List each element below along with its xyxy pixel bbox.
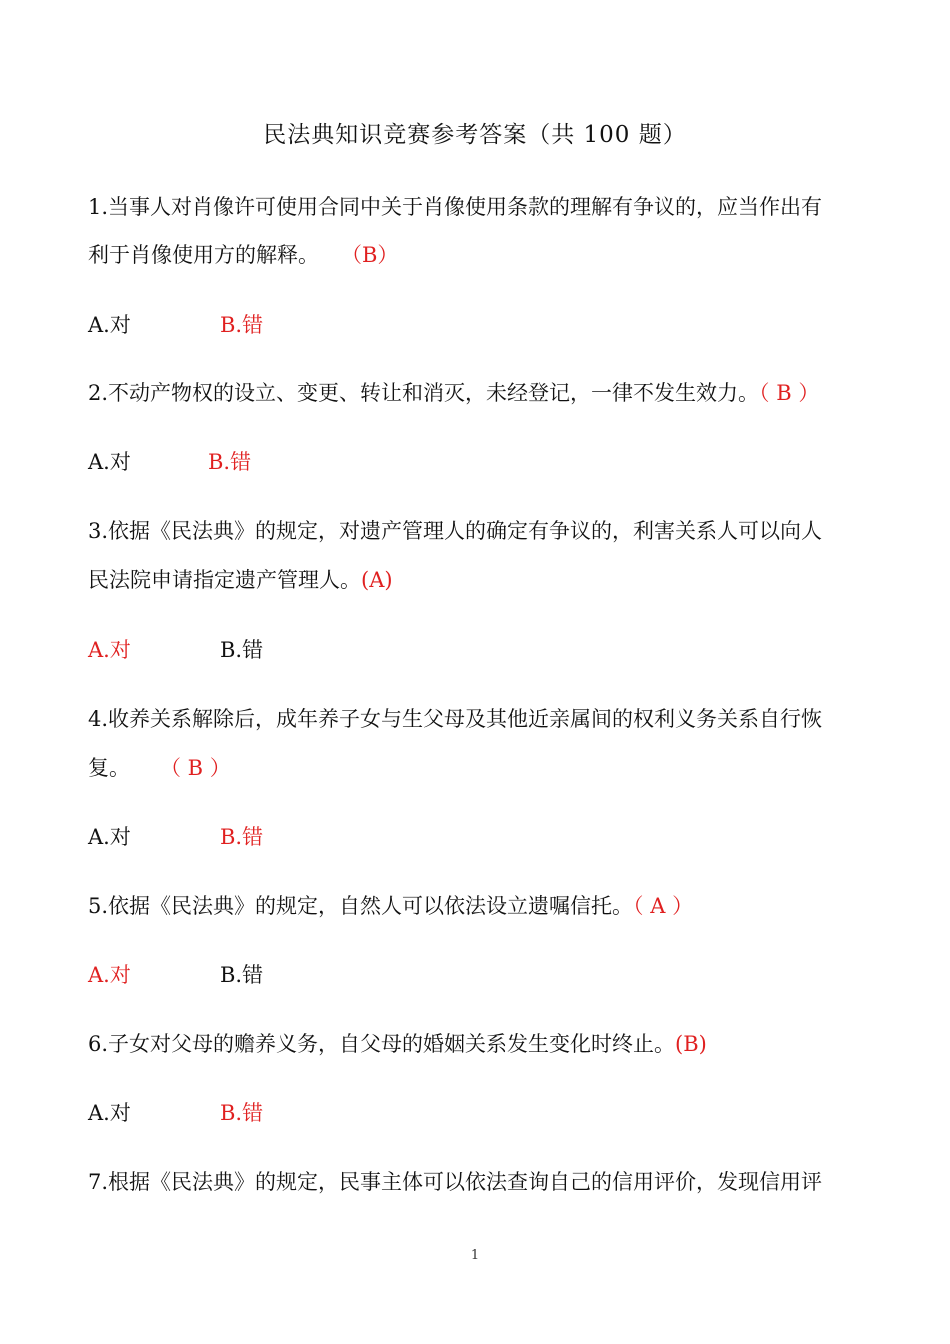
question-6-line-1: 6.子女对父母的赡养义务，自父母的婚姻关系发生变化时终止。(B) bbox=[88, 1032, 707, 1056]
question-6-option-a: A.对 bbox=[88, 1101, 131, 1125]
question-5-option-b: B.错 bbox=[220, 963, 264, 987]
page-title: 民法典知识竞赛参考答案（共 100 题） bbox=[263, 122, 687, 148]
question-2-option-a: A.对 bbox=[88, 450, 131, 474]
question-2-answer: （ B ） bbox=[759, 381, 820, 405]
question-4-option-b: B.错 bbox=[220, 825, 264, 849]
question-5-option-a: A.对 bbox=[88, 963, 131, 987]
question-1-option-b: B.错 bbox=[220, 313, 264, 337]
question-4-answer: （ B ） bbox=[160, 756, 231, 780]
question-2-line-1: 2.不动产物权的设立、变更、转让和消灭，未经登记，一律不发生效力。（ B ） bbox=[88, 381, 820, 405]
question-3-option-a: A.对 bbox=[88, 638, 131, 662]
question-1-line-1: 1.当事人对肖像许可使用合同中关于肖像使用条款的理解有争议的，应当作出有 bbox=[88, 195, 823, 219]
question-4-line-2: 复。 （ B ） bbox=[88, 756, 231, 780]
question-1-answer: （B） bbox=[341, 243, 399, 267]
page-number: 1 bbox=[470, 1248, 480, 1263]
question-3-line-1: 3.依据《民法典》的规定，对遗产管理人的确定有争议的，利害关系人可以向人 bbox=[88, 519, 823, 543]
question-5-line-1: 5.依据《民法典》的规定，自然人可以依法设立遗嘱信托。（ A ） bbox=[88, 894, 694, 918]
question-6-answer: (B) bbox=[675, 1032, 707, 1056]
question-2-option-b: B.错 bbox=[208, 450, 252, 474]
question-7-line-1: 7.根据《民法典》的规定，民事主体可以依法查询自己的信用评价，发现信用评 bbox=[88, 1170, 823, 1194]
question-1-option-a: A.对 bbox=[88, 313, 131, 337]
question-4-line-1: 4.收养关系解除后，成年养子女与生父母及其他近亲属间的权利义务关系自行恢 bbox=[88, 707, 823, 731]
question-6-option-b: B.错 bbox=[220, 1101, 264, 1125]
question-3-option-b: B.错 bbox=[220, 638, 264, 662]
question-4-option-a: A.对 bbox=[88, 825, 131, 849]
question-5-answer: （ A ） bbox=[633, 894, 694, 918]
question-3-line-2: 民法院申请指定遗产管理人。(A) bbox=[88, 568, 393, 592]
question-3-answer: (A) bbox=[361, 568, 393, 592]
question-1-line-2: 利于肖像使用方的解释。 （B） bbox=[88, 243, 399, 267]
